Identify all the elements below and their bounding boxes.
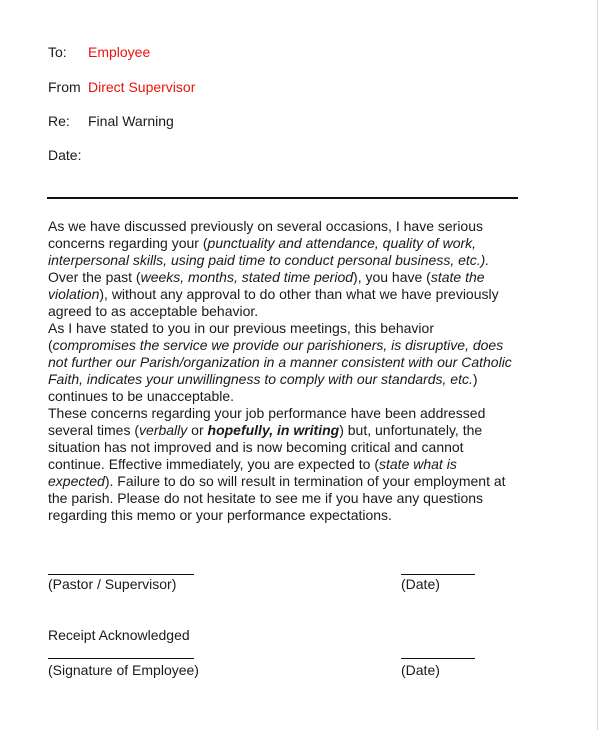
employee-signature-line — [48, 658, 194, 659]
from-value: Direct Supervisor — [88, 79, 196, 95]
p3-text-1: These concerns regarding your job performance have been addressed several times ( — [48, 405, 486, 438]
p2-italic-1: compromises the service we provide our parishioners, is disruptive, does not further our Parish/organization in a manner consistent with our Catholic Faith, indicates your unwillingness to comply with our standards, etc. — [48, 337, 512, 387]
p1-text-1: As we have discussed previously on several occasions, I have serious concerns regarding your ( — [48, 218, 483, 251]
p3-text-4: ). Failure to do so will result in termination of your employment at the parish. Please do not hesitate to see me if you have any questions regarding this memo or your performance expectations. — [48, 473, 506, 523]
re-value: Final Warning — [88, 113, 174, 129]
header-date-row — [48, 147, 88, 163]
pastor-signature-line — [48, 574, 194, 575]
header-divider — [47, 197, 518, 199]
p2-text-2: ) continues to be unacceptable. — [48, 371, 478, 404]
p3-italic-1: verbally — [139, 422, 188, 438]
header-re-row — [48, 113, 174, 129]
header-from-row — [48, 79, 195, 95]
employee-signature-label: (Signature of Employee) — [48, 662, 199, 678]
to-label: To: — [48, 44, 67, 60]
employee-date-label: (Date) — [401, 662, 440, 678]
re-label: Re: — [48, 113, 70, 129]
header-to-row — [48, 44, 150, 60]
p1-italic-1: punctuality and attendance, quality of work, interpersonal skills, using paid time to conduct personal business, etc.). — [48, 235, 490, 268]
p1-text-4: ), without any approval to do other than what we have previously agreed to as acceptable behavior. — [48, 286, 499, 319]
p2-text-1: As I have stated to you in our previous meetings, this behavior ( — [48, 320, 434, 353]
receipt-acknowledged-label: Receipt Acknowledged — [48, 627, 190, 643]
pastor-date-label: (Date) — [401, 576, 440, 592]
p3-bold-italic-1: hopefully, in writing — [207, 422, 340, 438]
p3-text-3: ) but, unfortunately, the situation has not improved and is now becoming critical and cannot continue. Effective immediately, you are expected to ( — [48, 422, 483, 472]
employee-date-line — [401, 658, 475, 659]
p1-text-2: Over the past ( — [48, 269, 141, 285]
pastor-date-line — [401, 574, 475, 575]
p1-italic-2: weeks, months, stated time period — [140, 269, 354, 285]
paragraph-performance — [48, 405, 518, 524]
paragraph-behavior — [48, 320, 518, 405]
p1-text-3: ), you have ( — [353, 269, 431, 285]
to-value: Employee — [88, 44, 151, 60]
from-label: From — [48, 79, 81, 95]
paragraph-concerns — [48, 218, 518, 320]
p1-italic-3: state the violation — [48, 269, 485, 302]
p3-text-2: or — [187, 422, 208, 438]
date-label: Date: — [48, 147, 82, 163]
p3-italic-2: state what is expected — [48, 456, 457, 489]
pastor-signature-label: (Pastor / Supervisor) — [48, 576, 177, 592]
